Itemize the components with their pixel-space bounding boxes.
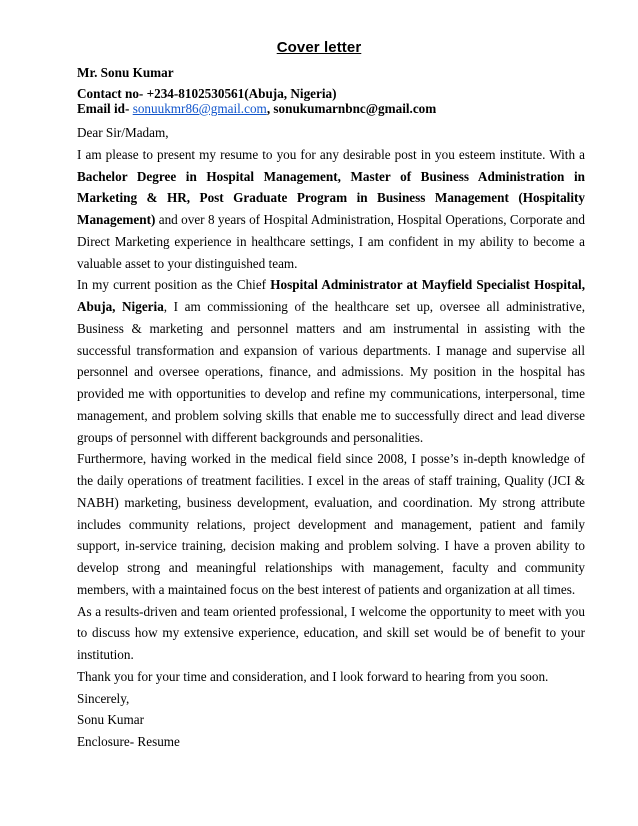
salutation: Dear Sir/Madam, (77, 125, 169, 140)
letter-body (77, 122, 585, 753)
paragraph-experience: Furthermore, having worked in the medical field since 2008, I posse’s in-depth knowledge of the daily operations of treatment facilities. I excel in the areas of staff training, Quality (JCI & NABH) marketing, business development, evaluation, and coordination. My strong attribute includes community relations, project development and management, patient and family support, in-service training, decision making and problem solving. I have a proven ability to develop strong and meaningful relationships with management, faculty and community members, with a maintained focus on the best interest of patients and organization at all times. (77, 451, 585, 597)
paragraph-thanks: Thank you for your time and consideration, and I look forward to hearing from you soon. (77, 668, 549, 684)
paragraph-intro (77, 144, 585, 275)
paragraph-bold: Hospital Administrator at Mayfield Specialist Hospital, Abuja, Nigeria (77, 277, 586, 314)
signature: Sonu Kumar (77, 712, 145, 728)
paragraph-text: and over 8 years of Hospital Administration, Hospital Operations, Corporate and Direct Marketing experience in healthcare settings, I am confident in my ability to become a valuable asset to your distinguished team. (77, 212, 585, 271)
page-title: Cover letter (276, 39, 362, 56)
sender-name: Mr. Sonu Kumar (77, 65, 174, 80)
enclosure-note: Enclosure- Resume (77, 734, 180, 749)
email-secondary: , sonukumarnbnc@gmail.com (266, 101, 437, 116)
email-line (77, 101, 436, 117)
paragraph-text: In my current position as the Chief (77, 277, 271, 293)
paragraph-bold: Bachelor Degree in Hospital Management, Master of Business Administration in Marketing & HR, Post Graduate Program in Business Management (Hospitality Management) (77, 168, 585, 227)
closing: Sincerely, (77, 690, 130, 706)
email-link[interactable]: sonuukmr86@gmail.com (132, 101, 267, 116)
paragraph-text: I am please to present my resume to you for any desirable post in you esteem institute. With a (77, 146, 585, 162)
paragraph-current-position (77, 274, 585, 448)
paragraph-opportunity: As a results-driven and team oriented professional, I welcome the opportunity to meet with you to discuss how my extensive experience, education, and skill set would be of benefit to your institution. (77, 603, 585, 662)
email-label: Email id- (77, 101, 133, 116)
paragraph-text: , I am commissioning of the healthcare set up, oversee all administrative, Business & marketing and personnel matters and am instrumental in assisting with the successful transformation and expansion of various departments. I manage and supervise all personnel and oversee operations, finance, and admissions. My position in the hospital has provided me with opportunities to develop and refine my communications, interpersonal, time management, and problem solving skills that enable me to successfully direct and lead diverse groups of personnel with different backgrounds and personalities. (77, 299, 585, 445)
contact-line: Contact no- +234-8102530561(Abuja, Nigeria) (77, 86, 337, 101)
